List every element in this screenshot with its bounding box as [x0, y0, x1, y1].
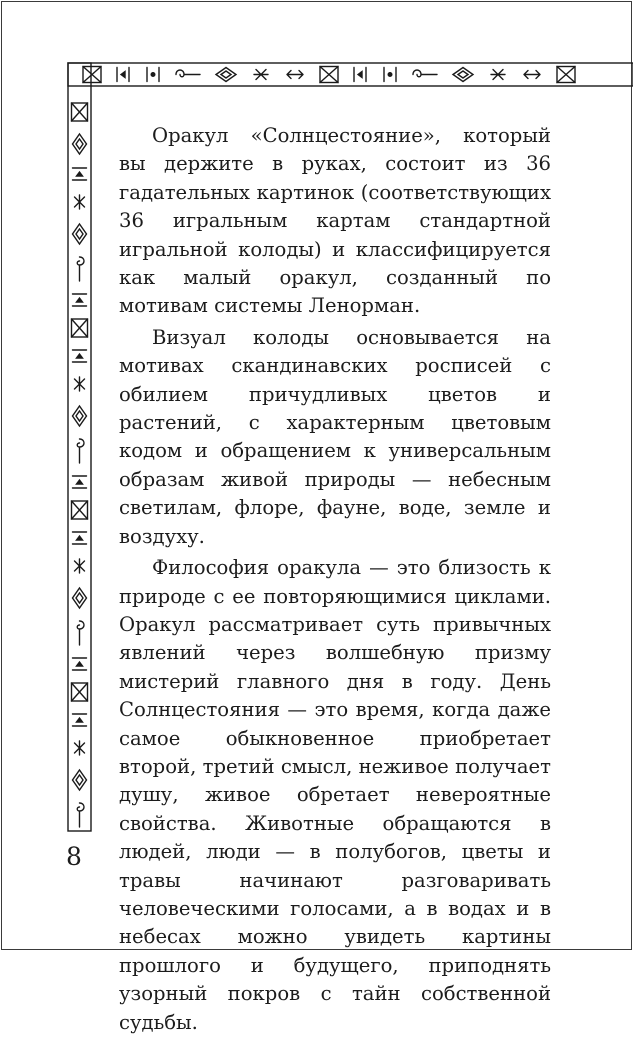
top-motif-bars-icon	[354, 68, 366, 82]
left-motif-diamond-icon	[73, 406, 87, 426]
left-motif-scroll-icon	[77, 257, 84, 281]
left-motif-bars-icon	[73, 476, 87, 488]
page-number: 8	[66, 842, 82, 871]
top-motif-diamond-icon	[453, 68, 473, 82]
top-motif-xbox-icon	[320, 67, 338, 83]
top-motif-xbox-icon	[83, 67, 101, 83]
top-motif-scroll-icon	[413, 70, 437, 77]
left-motif-xbox-icon	[72, 683, 88, 701]
left-motif-diamond-icon	[73, 770, 87, 790]
top-motif-star-icon	[491, 70, 505, 80]
left-motif-diamond-icon	[73, 134, 87, 154]
left-motif-scroll-icon	[77, 439, 84, 463]
left-motif-diamond-icon	[73, 588, 87, 608]
left-motif-scroll-icon	[77, 803, 84, 827]
left-motif-bars-icon	[73, 532, 87, 544]
left-motif-bars-icon	[73, 658, 87, 670]
top-motif-arrows-icon	[524, 71, 540, 79]
left-motif-diamond-icon	[73, 224, 87, 244]
top-motif-dots-icon	[147, 68, 159, 82]
left-motif-xbox-icon	[72, 501, 88, 519]
paragraph-3: Философия оракула — это близость к природе с ее повторяющимися циклами. Оракул рассматривает суть привычных явлений через волшебную призму мистерий главного дня в году. День Солнцестояния — это время, когда даже самое обыкновенное приобретает второй, третий смысл, неживое получает душу, живое обретает невероятные свойства. Животные обращаются в людей, люди — в полубогов, цветы и травы начинают разговаривать человеческими голосами, а в водах и в небесах можно увидеть картины прошлого и будущего, приподнять узорный покров с тайн собственной судьбы.	[119, 556, 551, 1034]
top-motif-diamond-icon	[216, 68, 236, 82]
left-motif-star-icon	[75, 195, 85, 209]
left-motif-xbox-icon	[72, 319, 88, 337]
left-motif-xbox-icon	[72, 103, 88, 121]
paragraph-1: Оракул «Солнцестояние», который вы держите в руках, состоит из 36 гадательных картинок (соответствующих 36 игральным картам стандартной игральной колоды) и классифицируется как малый оракул, созданный по мотивам системы Ленорман.	[119, 124, 551, 318]
body-text	[119, 122, 551, 1040]
top-motif-scroll-icon	[176, 70, 200, 77]
left-motif-bars-icon	[73, 168, 87, 180]
top-motif-dots-icon	[384, 68, 396, 82]
top-motif-xbox-icon	[557, 67, 575, 83]
top-motif-arrows-icon	[287, 71, 303, 79]
top-motif-star-icon	[254, 70, 268, 80]
left-motif-bars-icon	[73, 350, 87, 362]
top-motif-bars-icon	[117, 68, 129, 82]
left-motif-bars-icon	[73, 294, 87, 306]
paragraph-2: Визуал колоды основывается на мотивах скандинавских росписей с обилием причудливых цветов и растений, с характерным цветовым кодом и обращением к универсальным образам живой природы — небесным светилам, флоре, фауне, воде, земле и воздуху.	[119, 325, 551, 548]
left-motif-star-icon	[75, 559, 85, 573]
left-motif-scroll-icon	[77, 621, 84, 645]
left-motif-star-icon	[75, 377, 85, 391]
left-motif-star-icon	[75, 741, 85, 755]
left-motif-bars-icon	[73, 714, 87, 726]
